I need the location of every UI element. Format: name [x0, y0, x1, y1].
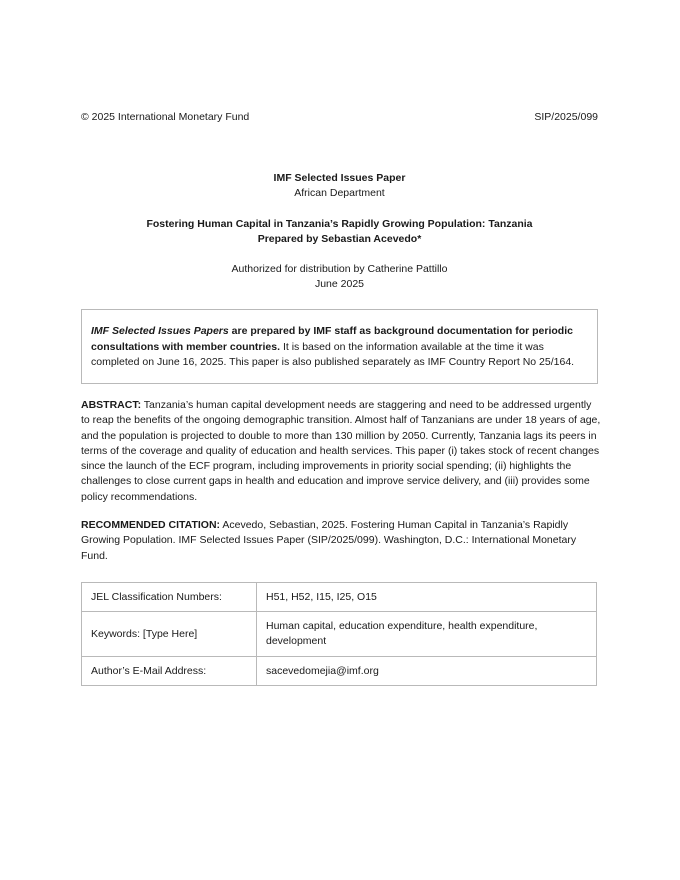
publication-date: June 2025	[314, 278, 365, 290]
table-value-cell: Human capital, education expenditure, health expenditure, development	[257, 612, 597, 657]
author-email: sacevedomejia@imf.org	[257, 657, 597, 686]
table-label-cell: JEL Classification Numbers:	[82, 583, 257, 612]
abstract-label: ABSTRACT:	[81, 399, 142, 411]
abstract-paragraph	[81, 398, 601, 505]
series-name: IMF Selected Issues Paper	[273, 172, 406, 184]
disclaimer-box	[81, 309, 598, 384]
authorization-block	[81, 262, 598, 292]
citation-paragraph	[81, 518, 601, 564]
copyright-notice: © 2025 International Monetary Fund	[81, 111, 250, 123]
notice-body: It is based on the information available at the time it was completed on June 16, 2025. This paper is also published separately as IMF Country Report No 25/164.	[91, 340, 575, 368]
classification-table	[81, 582, 597, 686]
prepared-by: Prepared by Sebastian Acevedo*	[257, 233, 422, 245]
department-name: African Department	[294, 187, 385, 199]
citation-text: Acevedo, Sebastian, 2025. Fostering Human Capital in Tanzania’s Rapidly Growing Population. IMF Selected Issues Paper (SIP/2025/099). Washington, D.C.: International Monetary Fund.	[81, 519, 577, 562]
notice-lead-italic: IMF Selected Issues Papers	[91, 325, 229, 337]
table-row	[82, 657, 597, 686]
paper-title: Fostering Human Capital in Tanzania’s Rapidly Growing Population: Tanzania	[146, 218, 533, 230]
table-row	[82, 583, 597, 612]
table-label-cell: Author’s E-Mail Address:	[82, 657, 257, 686]
page-header	[81, 111, 598, 123]
title-block	[81, 217, 598, 247]
series-block	[81, 171, 598, 201]
table-value-cell: H51, H52, I15, I25, O15	[257, 583, 597, 612]
table-row	[82, 612, 597, 657]
table-label-cell: Keywords: [Type Here]	[82, 612, 257, 657]
authorized-by: Authorized for distribution by Catherine Pattillo	[231, 263, 448, 275]
notice-lead-bold: are prepared by IMF staff as background documentation for periodic consultations with member countries.	[91, 325, 573, 353]
paper-id: SIP/2025/099	[534, 111, 598, 123]
citation-label: RECOMMENDED CITATION:	[81, 519, 221, 531]
abstract-text: Tanzania’s human capital development needs are staggering and need to be addressed urgently to reap the benefits of the ongoing demographic transition. Almost half of Tanzanians are under 18 years of age, and the population is projected to double to more than 130 million by 2050. Currently, Tanzania lags its peers in terms of the coverage and quality of education and health services. This paper (i) takes stock of recent changes since the launch of the ECF program, including improvements in priority social spending; (ii) highlights the challenges to close current gaps in health and education and improve service delivery, and (iii) provides some policy recommendations.	[81, 399, 601, 503]
